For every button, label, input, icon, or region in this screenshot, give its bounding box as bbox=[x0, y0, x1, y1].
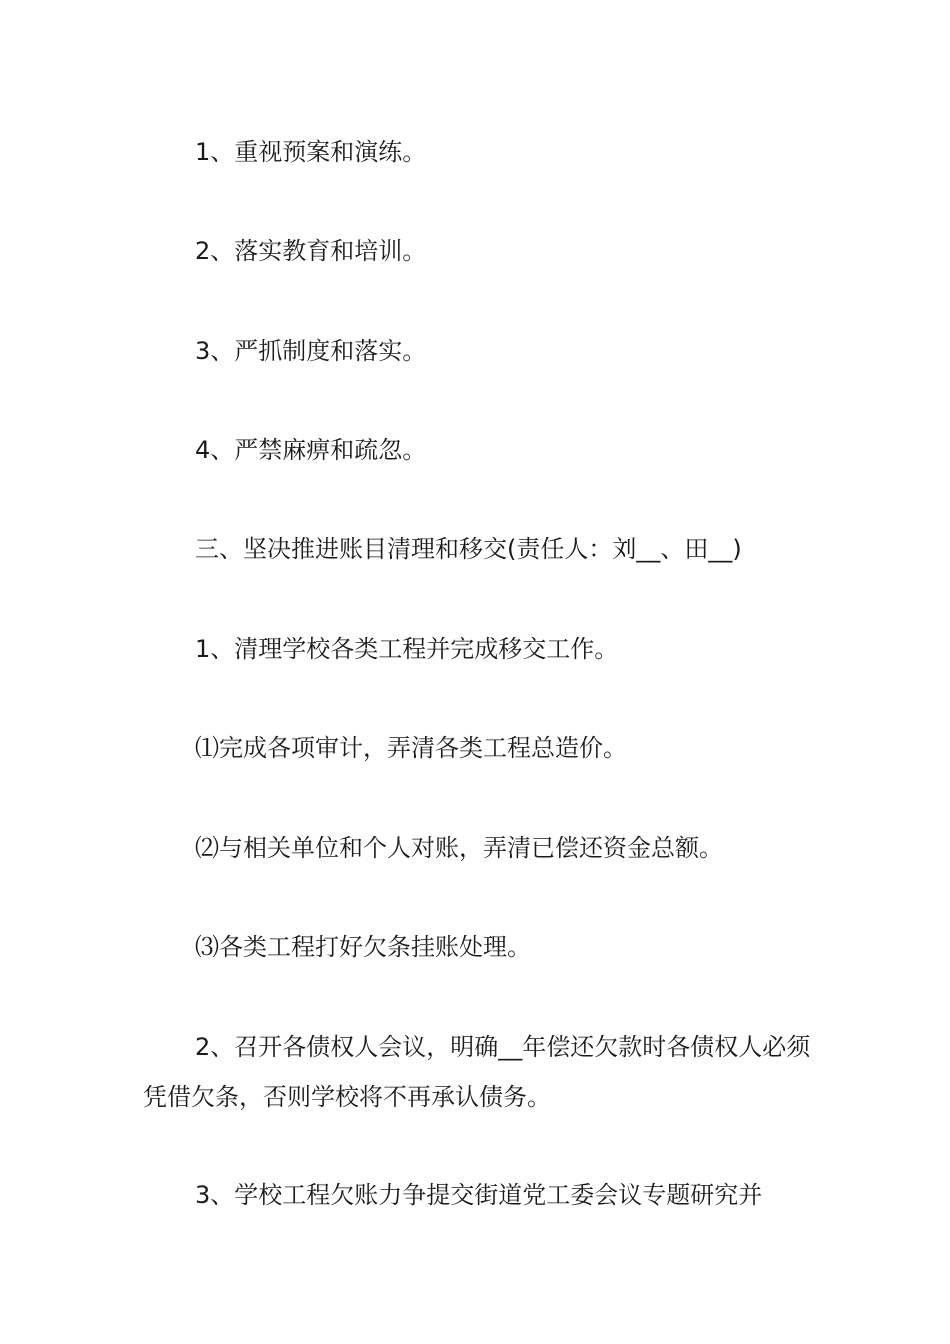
paragraph-4: 4、严禁麻痹和疏忽。 bbox=[195, 436, 427, 464]
paragraph-10: 2、召开各债权人会议，明确__年偿还欠款时各债权人必须凭借欠条，否则学校将不再承认债务。 bbox=[143, 1033, 811, 1111]
paragraph-11: 3、学校工程欠账力争提交街道党工委会议专题研究并 bbox=[195, 1181, 763, 1209]
paragraph-3: 3、严抓制度和落实。 bbox=[195, 337, 427, 365]
paragraph-9: ⑶各类工程打好欠条挂账处理。 bbox=[195, 933, 531, 961]
paragraph-2: 2、落实教育和培训。 bbox=[195, 237, 427, 265]
paragraph-6: 1、清理学校各类工程并完成移交工作。 bbox=[195, 635, 619, 663]
paragraph-7: ⑴完成各项审计，弄清各类工程总造价。 bbox=[195, 734, 627, 762]
paragraph-1: 1、重视预案和演练。 bbox=[195, 138, 427, 166]
paragraph-8: ⑵与相关单位和个人对账，弄清已偿还资金总额。 bbox=[195, 834, 723, 862]
section-heading: 三、坚决推进账目清理和移交(责任人：刘__、田__) bbox=[195, 535, 742, 563]
